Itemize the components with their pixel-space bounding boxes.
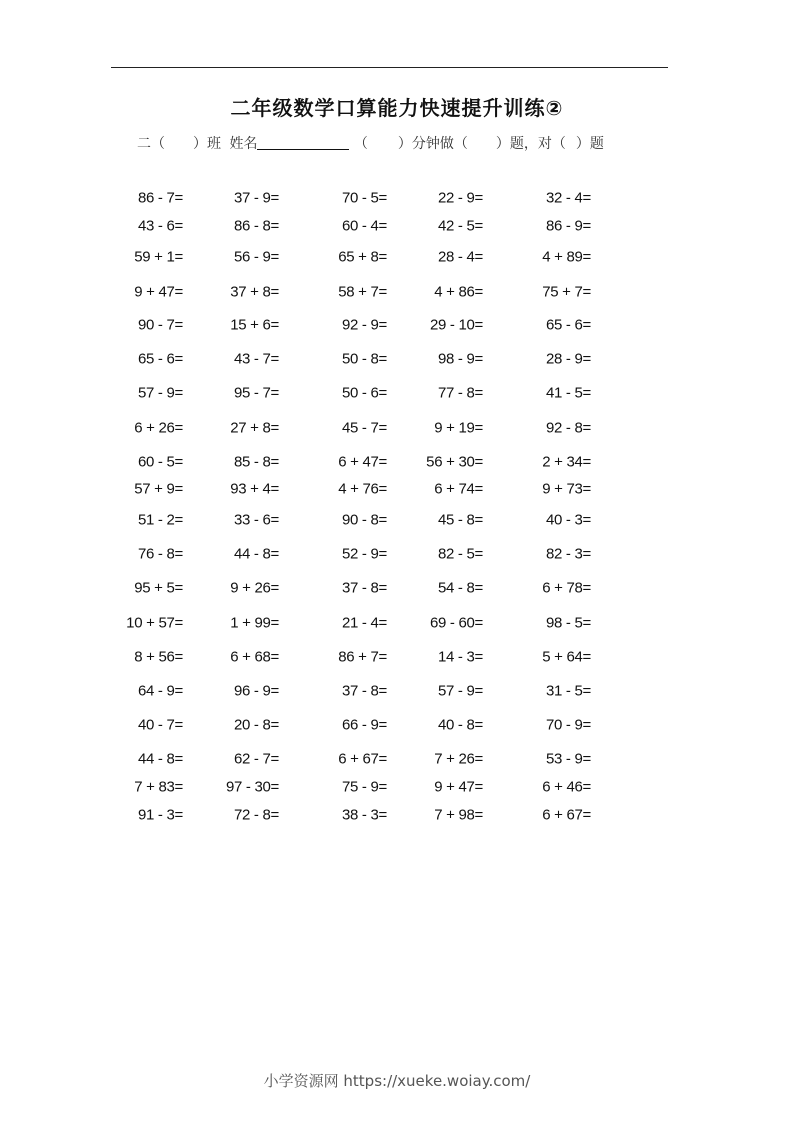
arithmetic-problem: 65 + 8= (338, 248, 387, 266)
arithmetic-problem: 31 - 5= (545, 682, 591, 700)
arithmetic-problem: 57 - 9= (437, 682, 483, 700)
arithmetic-problem: 6 + 78= (542, 579, 591, 597)
arithmetic-problem: 70 - 9= (545, 716, 591, 734)
arithmetic-problem: 82 - 5= (437, 545, 483, 563)
arithmetic-problem: 45 - 7= (341, 419, 387, 437)
arithmetic-problem: 90 - 8= (341, 511, 387, 529)
grade-label: 二（ (137, 136, 165, 152)
arithmetic-problem: 6 + 74= (434, 480, 483, 498)
arithmetic-problem: 1 + 99= (230, 614, 279, 632)
minutes-label: ）分钟做（ (397, 136, 468, 152)
arithmetic-problem: 57 - 9= (137, 384, 183, 402)
arithmetic-problem: 22 - 9= (437, 189, 483, 207)
arithmetic-problem: 6 + 68= (230, 648, 279, 666)
arithmetic-problem: 2 + 34= (542, 453, 591, 471)
arithmetic-problem: 82 - 3= (545, 545, 591, 563)
arithmetic-problem: 86 - 7= (137, 189, 183, 207)
time-open: （ (353, 136, 368, 152)
arithmetic-problem: 37 + 8= (230, 283, 279, 301)
arithmetic-problem: 97 - 30= (225, 778, 279, 796)
arithmetic-problem: 98 - 9= (437, 350, 483, 368)
arithmetic-problem: 86 + 7= (338, 648, 387, 666)
arithmetic-problem: 65 - 6= (545, 316, 591, 334)
arithmetic-problem: 77 - 8= (437, 384, 483, 402)
arithmetic-problem: 75 - 9= (341, 778, 387, 796)
arithmetic-problem: 96 - 9= (233, 682, 279, 700)
arithmetic-problem: 70 - 5= (341, 189, 387, 207)
arithmetic-problem: 56 + 30= (426, 453, 483, 471)
arithmetic-problem: 5 + 64= (542, 648, 591, 666)
arithmetic-problem: 15 + 6= (230, 316, 279, 334)
arithmetic-problem: 54 - 8= (437, 579, 483, 597)
name-label: 姓名 (229, 136, 258, 152)
arithmetic-problem: 62 - 7= (233, 750, 279, 768)
arithmetic-problem: 56 - 9= (233, 248, 279, 266)
arithmetic-problem: 9 + 47= (134, 283, 183, 301)
arithmetic-problem: 8 + 56= (134, 648, 183, 666)
arithmetic-problem: 32 - 4= (545, 189, 591, 207)
arithmetic-problem: 69 - 60= (429, 614, 483, 632)
arithmetic-problem: 66 - 9= (341, 716, 387, 734)
arithmetic-problem: 29 - 10= (429, 316, 483, 334)
correct-label: ）题 (575, 136, 604, 152)
arithmetic-problem: 50 - 6= (341, 384, 387, 402)
student-info-line (137, 133, 604, 153)
arithmetic-problem: 59 + 1= (134, 248, 183, 266)
arithmetic-problem: 44 - 8= (233, 545, 279, 563)
arithmetic-problem: 92 - 8= (545, 419, 591, 437)
arithmetic-problem: 92 - 9= (341, 316, 387, 334)
arithmetic-problem: 41 - 5= (545, 384, 591, 402)
arithmetic-problem: 43 - 6= (137, 217, 183, 235)
arithmetic-problem: 51 - 2= (137, 511, 183, 529)
arithmetic-problem: 21 - 4= (341, 614, 387, 632)
arithmetic-problem: 45 - 8= (437, 511, 483, 529)
arithmetic-problem: 9 + 26= (230, 579, 279, 597)
arithmetic-problem: 6 + 26= (134, 419, 183, 437)
arithmetic-problem: 37 - 9= (233, 189, 279, 207)
arithmetic-problem: 57 + 9= (134, 480, 183, 498)
arithmetic-problem: 65 - 6= (137, 350, 183, 368)
arithmetic-problem: 93 + 4= (230, 480, 279, 498)
arithmetic-problem: 28 - 9= (545, 350, 591, 368)
arithmetic-problem: 75 + 7= (542, 283, 591, 301)
page-title: 二年级数学口算能力快速提升训练② (230, 96, 564, 120)
arithmetic-problem: 52 - 9= (341, 545, 387, 563)
arithmetic-problem: 60 - 5= (137, 453, 183, 471)
arithmetic-problem: 40 - 3= (545, 511, 591, 529)
arithmetic-problem: 91 - 3= (137, 806, 183, 824)
arithmetic-problem: 95 + 5= (134, 579, 183, 597)
arithmetic-problem: 98 - 5= (545, 614, 591, 632)
class-label: ）班 (193, 136, 221, 152)
arithmetic-problem: 14 - 3= (437, 648, 483, 666)
arithmetic-problem: 72 - 8= (233, 806, 279, 824)
arithmetic-problem: 20 - 8= (233, 716, 279, 734)
arithmetic-problem: 9 + 19= (434, 419, 483, 437)
arithmetic-problem: 37 - 8= (341, 579, 387, 597)
arithmetic-problem: 9 + 73= (542, 480, 591, 498)
arithmetic-problem: 4 + 89= (542, 248, 591, 266)
arithmetic-problem: 33 - 6= (233, 511, 279, 529)
footer-watermark: 小学资源网 https://xueke.woiay.com/ (263, 1072, 531, 1090)
arithmetic-problem: 40 - 8= (437, 716, 483, 734)
arithmetic-problem: 76 - 8= (137, 545, 183, 563)
header-rule (111, 67, 668, 68)
arithmetic-problem: 6 + 47= (338, 453, 387, 471)
name-blank[interactable] (257, 135, 349, 150)
arithmetic-problem: 53 - 9= (545, 750, 591, 768)
done-label: ）题，对（ (495, 136, 566, 152)
arithmetic-problem: 95 - 7= (233, 384, 279, 402)
arithmetic-problem: 7 + 98= (434, 806, 483, 824)
arithmetic-problem: 10 + 57= (126, 614, 183, 632)
arithmetic-problem: 85 - 8= (233, 453, 279, 471)
arithmetic-problem: 42 - 5= (437, 217, 483, 235)
arithmetic-problem: 86 - 9= (545, 217, 591, 235)
arithmetic-problem: 6 + 67= (542, 806, 591, 824)
arithmetic-problem: 90 - 7= (137, 316, 183, 334)
arithmetic-problem: 38 - 3= (341, 806, 387, 824)
arithmetic-problem: 7 + 83= (134, 778, 183, 796)
arithmetic-problem: 60 - 4= (341, 217, 387, 235)
arithmetic-problem: 40 - 7= (137, 716, 183, 734)
arithmetic-problem: 27 + 8= (230, 419, 279, 437)
arithmetic-problem: 9 + 47= (434, 778, 483, 796)
arithmetic-problem: 7 + 26= (434, 750, 483, 768)
arithmetic-problem: 50 - 8= (341, 350, 387, 368)
arithmetic-problem: 28 - 4= (437, 248, 483, 266)
arithmetic-problem: 86 - 8= (233, 217, 279, 235)
arithmetic-problem: 43 - 7= (233, 350, 279, 368)
arithmetic-problem: 58 + 7= (338, 283, 387, 301)
arithmetic-problem: 37 - 8= (341, 682, 387, 700)
arithmetic-problem: 64 - 9= (137, 682, 183, 700)
arithmetic-problem: 6 + 67= (338, 750, 387, 768)
arithmetic-problem: 6 + 46= (542, 778, 591, 796)
arithmetic-problem: 44 - 8= (137, 750, 183, 768)
arithmetic-problem: 4 + 76= (338, 480, 387, 498)
arithmetic-problem: 4 + 86= (434, 283, 483, 301)
